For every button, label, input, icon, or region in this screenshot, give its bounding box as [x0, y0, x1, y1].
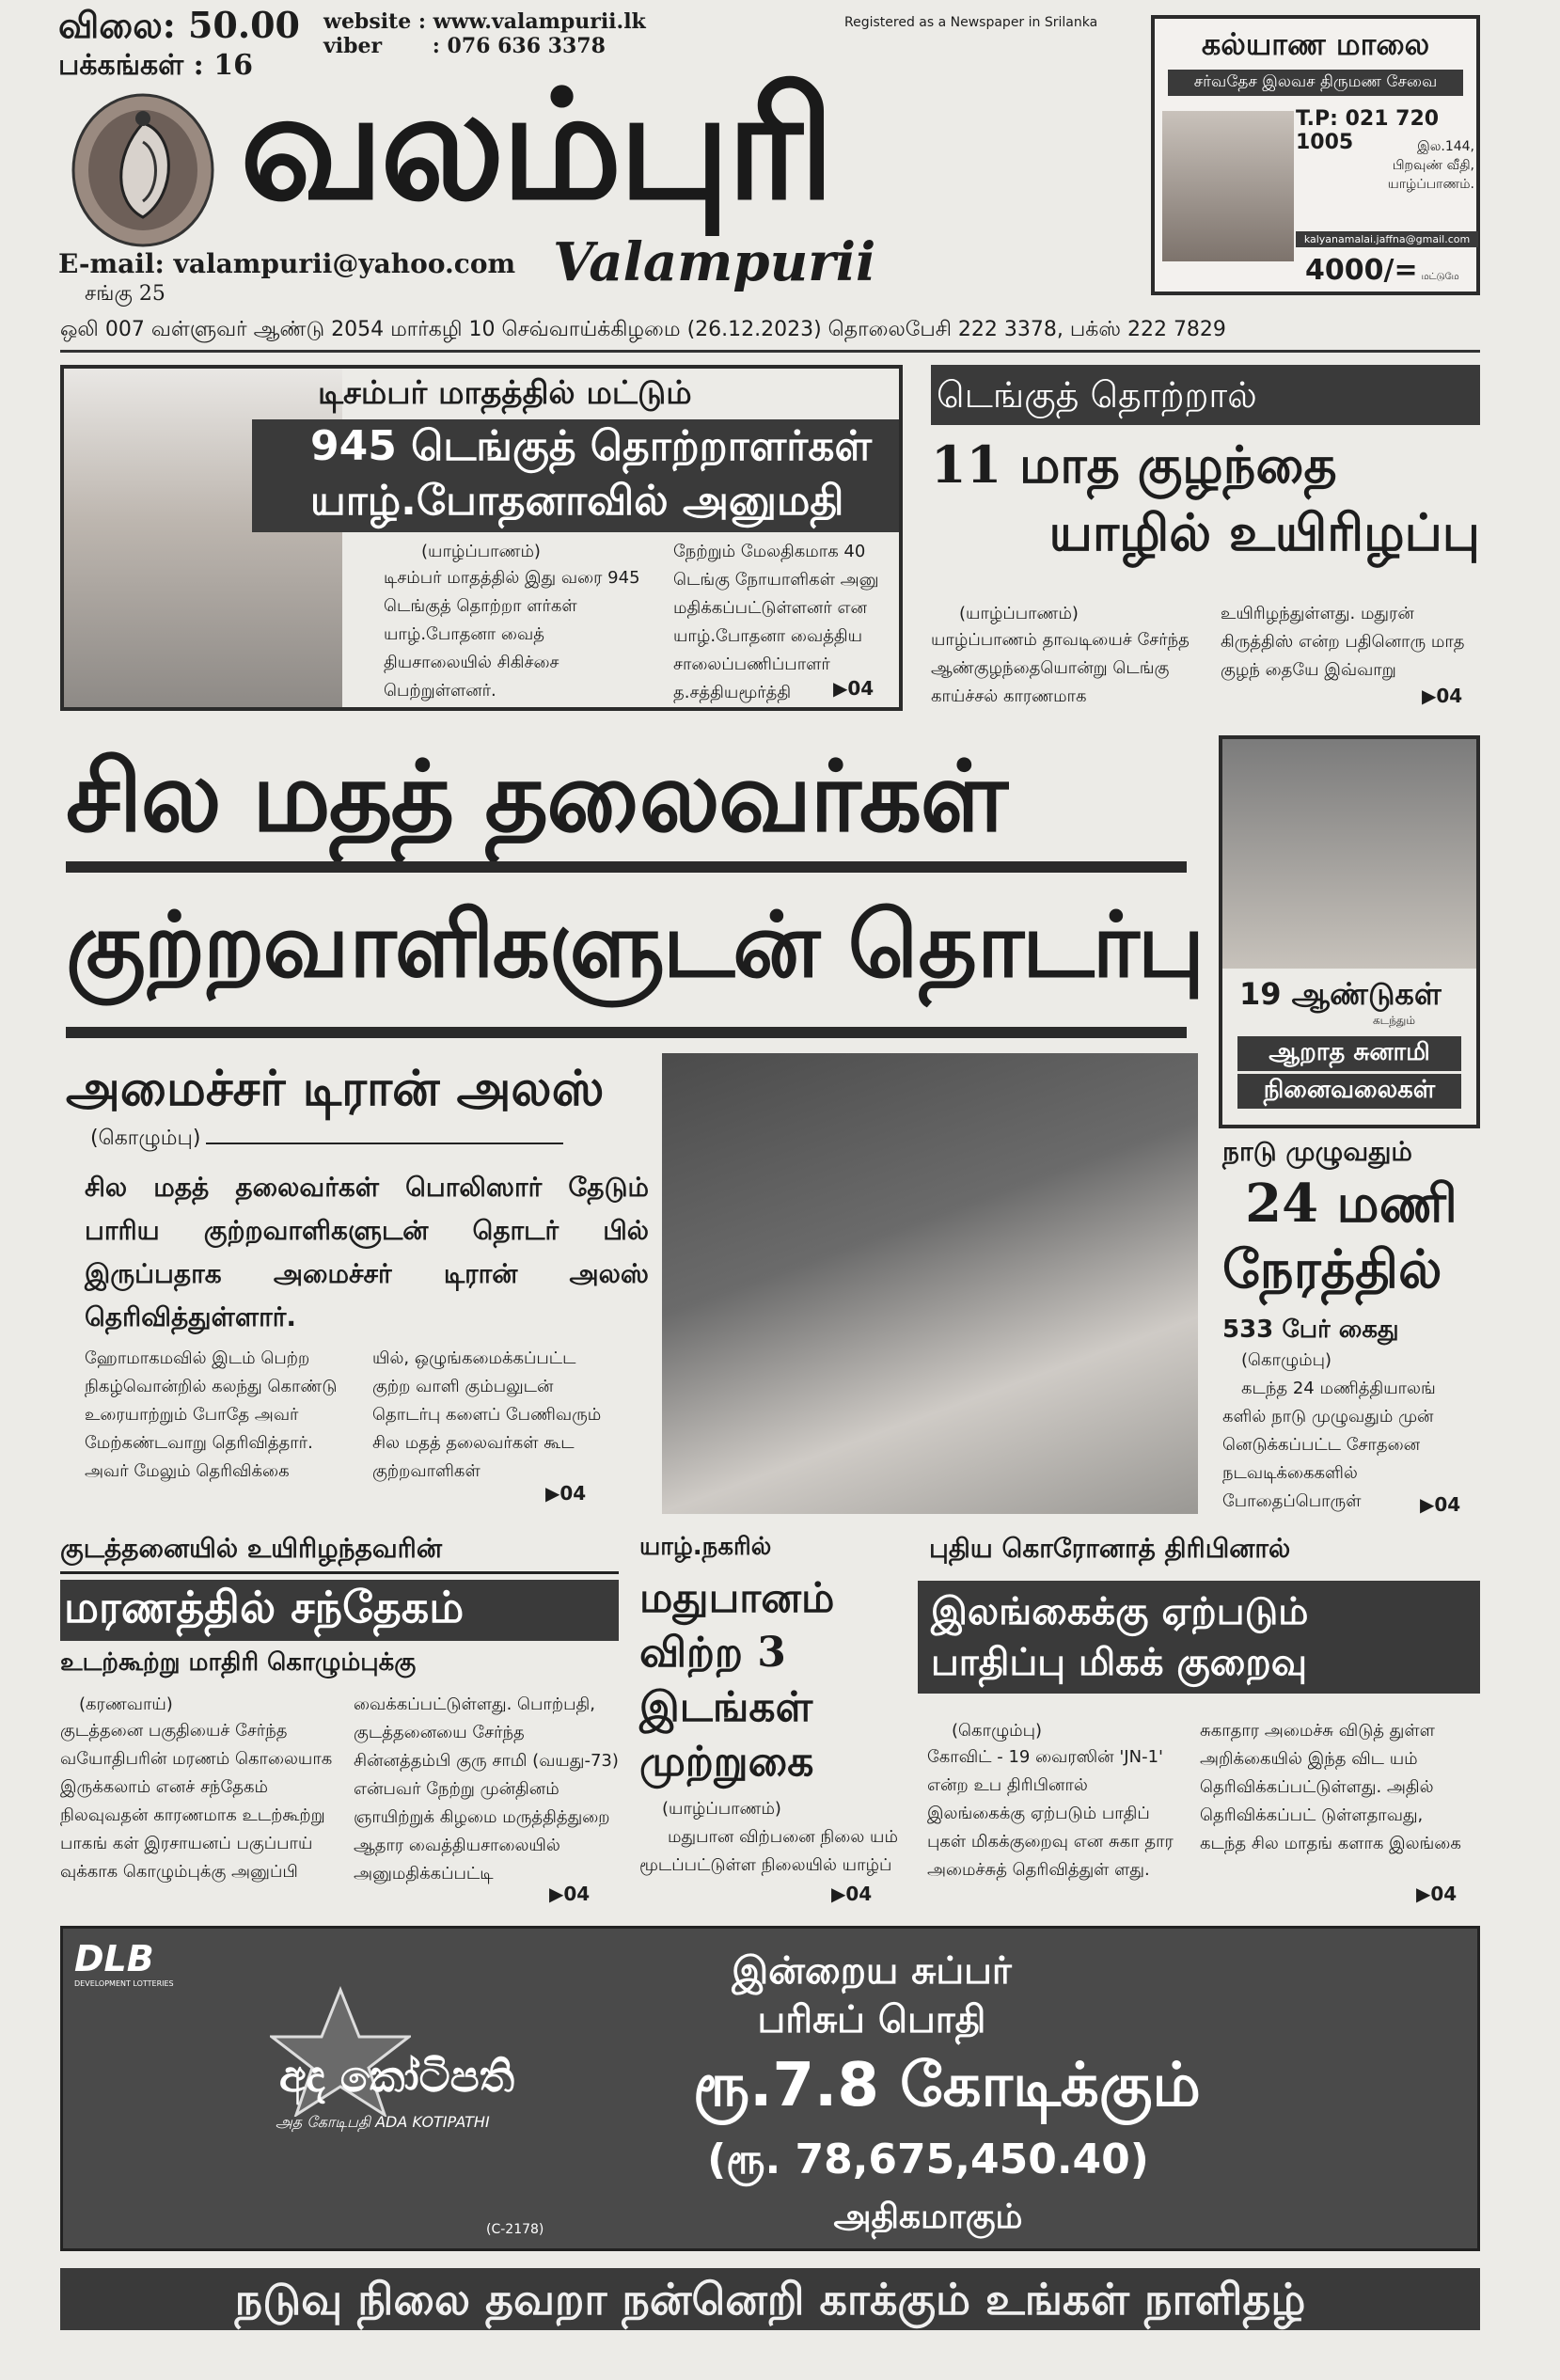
ad-code: (C-2178): [486, 2222, 544, 2237]
story5-headline: [918, 1581, 1480, 1694]
issue-number: சங்கு 25: [85, 282, 165, 306]
page-count: பக்கங்கள் : 16: [58, 49, 253, 82]
ada-kotipathi-logo: අද කෝටිපති: [279, 2051, 515, 2102]
story-arrests: [1222, 1136, 1480, 1521]
ad-marriage-title: கல்யாண மாலை: [1201, 26, 1430, 62]
story1-headline: [252, 419, 899, 532]
website[interactable]: website : www.valampurii.lk: [323, 9, 646, 34]
fee-note: மட்டுமே: [1421, 272, 1459, 282]
story3-headline: மரணத்தில் சந்தேகம்: [60, 1580, 619, 1641]
ad-marriage-address: இல.144, பிறவுண் வீதி, யாழ்ப்பாணம்.: [1387, 139, 1474, 192]
story1-headline-line1: 945 டெங்குத் தொற்றாளர்கள்: [310, 422, 873, 470]
story1-dateline: (யாழ்ப்பாணம்): [421, 542, 541, 561]
story4-continued-page: 04: [845, 1883, 873, 1905]
story3-dateline: (கரணவாய்): [79, 1694, 173, 1714]
story2-column-1: யாழ்ப்பாணம் தாவடியைச் சேர்ந்த ஆண்குழந்தையொன்று டெங்கு காய்ச்சல் காரணமாக: [931, 630, 1190, 706]
tsunami-child-photo: [1222, 739, 1476, 969]
tsunami-passed: கடந்தும்: [1373, 1014, 1415, 1027]
story5-dateline: (கொழும்பு): [952, 1721, 1043, 1741]
story2-headline-line1: 11 மாத குழந்தை: [931, 434, 1337, 495]
lead-column-1: ஹோமாகமவில் இடம் பெற்ற நிகழ்வொன்றில் கலந்து கொண்டு உரையாற்றும் போதே அவர் மேற்கண்டவாறு தெரிவித்தார். அவர் மேலும் தெரிவிக்கை: [85, 1348, 338, 1481]
lead-intro: சில மதத் தலைவர்கள் பொலிஸார் தேடும் பாரிய குற்றவாளிகளுடன் தொடர் பில் இருப்பதாக அமைச்சர் டிரான் அலஸ் தெரிவித்துள்ளார்.: [85, 1172, 649, 1332]
ad-lottery-line3: அதிகமாகும்: [833, 2198, 1023, 2236]
lead-dateline-text: (கொழும்பு): [90, 1127, 201, 1150]
registered-note: Registered as a Newspaper in Srilanka: [844, 15, 1098, 30]
story3-column-1: குடத்தனை பகுதியைச் சேர்ந்த வயோதிபரின் மரணம் கொலையாக இருக்கலாம் எனச் சந்தேகம் நிலவுவதன் காரணமாக உடற்கூற்று பாகங் கள் இரசாயனப் பகுப்பாய் வுக்காக கொழும்புக்கு அனுப்பி: [60, 1721, 333, 1882]
story2-continued[interactable]: ▶04: [1422, 685, 1463, 707]
story-liquor-raids: [639, 1533, 901, 1909]
lead-headline-line2: குற்றவாளிகளுடன் தொடர்பு: [66, 892, 1204, 998]
ad-lottery-amount: ரூ.7.8 கோடிக்கும்: [693, 2051, 1201, 2120]
story4-dateline: (யாழ்ப்பாணம்): [662, 1799, 781, 1819]
price: விலை: 50.00: [58, 4, 300, 46]
ad-marriage[interactable]: [1151, 15, 1480, 295]
tsunami-years: 19 ஆண்டுகள்: [1239, 976, 1442, 1012]
story4-continued[interactable]: ▶04: [831, 1883, 873, 1905]
story3-continued-page: 04: [563, 1883, 591, 1905]
arrests-headline-line2: நேரத்தில்: [1222, 1238, 1442, 1300]
story-covid-variant: [918, 1533, 1480, 1909]
dlb-brand: DLB: [74, 1938, 154, 1979]
fee-amount: 4000/=: [1305, 254, 1418, 287]
story1-headline-line2: யாழ்.போதனாவில் அனுமதி: [310, 477, 844, 525]
story2-column-2: உயிரிழந்துள்ளது. மதுரன் கிருத்திஸ் என்ற பதினொரு மாத குழந் தையே இவ்வாறு: [1221, 604, 1465, 680]
story3-kicker: குடத்தனையில் உயிரிழந்தவரின்: [60, 1533, 619, 1574]
arrests-kicker: நாடு முழுவதும்: [1222, 1136, 1412, 1167]
story5-kicker: புதிய கொரோனாத் திரிபினால்: [929, 1533, 1291, 1564]
masthead-title-latin: Valampurii: [553, 231, 876, 293]
story2-kicker: டெங்குத் தொற்றால்: [931, 365, 1480, 425]
story4-kicker: யாழ்.நகரில்: [639, 1533, 772, 1561]
ad-lottery-line2: பரிசுப் பொதி: [757, 1998, 986, 2041]
conch-logo-icon: [68, 90, 218, 250]
dateline-bar: ஒலி 007 வள்ளுவர் ஆண்டு 2054 மார்கழி 10 செவ்வாய்க்கிழமை (26.12.2023) தொலைபேசி 222 3378, பக்ஸ் 222 7829: [60, 318, 1480, 353]
arrests-sub: 533 பேர் கைது: [1222, 1316, 1399, 1344]
ad-marriage-email: kalyanamalai.jaffna@gmail.com: [1296, 231, 1478, 247]
arrests-continued[interactable]: ▶04: [1420, 1493, 1461, 1516]
story3-column-2: வைக்கப்பட்டுள்ளது. பொற்பதி, குடத்தனையை சேர்ந்த சின்னத்தம்பி குரு சாமி (வயது-73) என்பவர் நேற்று முன்தினம் ஞாயிற்றுக் கிழமை மருத்தித்துறை ஆதார வைத்தியசாலையில் அனுமதிக்கப்பட்டி: [354, 1694, 619, 1884]
story5-continued[interactable]: ▶04: [1416, 1883, 1458, 1905]
lead-dateline: [90, 1125, 563, 1153]
ad-lottery-line1: இன்றைய சுப்பர்: [732, 1949, 1012, 1993]
story5-column-1: கோவிட் - 19 வைரஸின் 'JN-1' என்ற உப திரிபினால் இலங்கைக்கு ஏற்படும் பாதிப் புகள் மிகக்குறைவு என சுகா தார அமைச்சுத் தெரிவித்துள் ளது.: [927, 1747, 1174, 1880]
ad-lottery-amount-exact: (ரூ. 78,675,450.40): [707, 2136, 1149, 2183]
lead-rule-2: [66, 1027, 1187, 1038]
dlb-brand-sub: DEVELOPMENT LOTTERIES: [74, 1979, 174, 1988]
story5-headline-line1: இலங்கைக்கு ஏற்படும்: [931, 1590, 1309, 1633]
lead-continued[interactable]: ▶04: [545, 1482, 587, 1505]
story3-continued[interactable]: ▶04: [549, 1883, 591, 1905]
story2-headline-line2: யாழில் உயிரிழப்பு: [1048, 502, 1480, 562]
tsunami-line1: ஆறாத சுனாமி: [1237, 1036, 1461, 1071]
story-dengue-admissions: [60, 365, 903, 711]
tsunami-feature[interactable]: [1219, 735, 1480, 1128]
footer-slogan: நடுவு நிலை தவறா நன்னெறி காக்கும் உங்கள் நாளிதழ்: [60, 2268, 1480, 2330]
ad-lottery[interactable]: [60, 1926, 1480, 2251]
story-infant-death: [931, 365, 1480, 715]
minister-photo: [662, 1053, 1198, 1514]
story1-column-2: நேற்றும் மேலதிகமாக 40 டெங்கு நோயாளிகள் அனு மதிக்கப்பட்டுள்ளனர் என யாழ்.போதனா வைத்திய சாலைப்பணிப்பாளர் த.சத்தியமூர்த்தி: [673, 542, 879, 702]
ad-marriage-fee: [1305, 254, 1459, 287]
story4-headline: மதுபானம் விற்ற 3 இடங்கள் முற்றுகை: [639, 1574, 835, 1786]
story3-sub: உடற்கூற்று மாதிரி கொழும்புக்கு: [60, 1648, 417, 1677]
arrests-continued-page: 04: [1434, 1493, 1461, 1516]
deity-illustration: [1162, 111, 1294, 261]
viber: viber : 076 636 3378: [323, 34, 606, 58]
story1-column-1: டிசம்பர் மாதத்தில் இது வரை 945 டெங்குத் தொற்றா ளர்கள் யாழ்.போதனா வைத் தியசாலையில் சிகிச்சை பெற்றுள்ளனர்.: [384, 568, 640, 701]
arrests-dateline: (கொழும்பு): [1241, 1350, 1332, 1370]
story5-column-2: சுகாதார அமைச்சு விடுத் துள்ள அறிக்கையில் இந்த விட யம் தெரிவிக்கப்பட்டுள்ளது. அதில் தெரிவிக்கப்பட் டுள்ளதாவது, கடந்த சில மாதங் களாக இலங்கை: [1200, 1721, 1461, 1853]
story-kudathanai-death: [60, 1533, 619, 1909]
tsunami-line2: நினைவலைகள்: [1237, 1074, 1461, 1109]
ad-marriage-phone: T.P: 021 720 1005: [1296, 107, 1440, 154]
story1-continued-page: 04: [847, 677, 875, 700]
email[interactable]: E-mail: valampurii@yahoo.com: [58, 248, 516, 279]
arrests-headline-line1: 24 மணி: [1245, 1173, 1458, 1235]
masthead-title: வலம்புரி: [240, 57, 831, 233]
story1-kicker: டிசம்பர் மாதத்தில் மட்டும்: [318, 374, 692, 412]
lead-column-2: யில், ஒழுங்கமைக்கப்பட்ட குற்ற வாளி கும்பலுடன் தொடர்பு களைப் பேணிவரும் சில மதத் தலைவர்கள் கூட குற்றவாளிகள்: [372, 1348, 602, 1481]
story4-body: மதுபான விற்பனை நிலை யம் மூடப்பட்டுள்ள நிலையில் யாழ்ப்: [639, 1827, 898, 1875]
story5-continued-page: 04: [1430, 1883, 1458, 1905]
arrests-body: கடந்த 24 மணித்தியாலங் களில் நாடு முழுவதும் முன் னெடுக்கப்பட்ட சோதனை நடவடிக்கைகளில் போதைப்பொருள்: [1222, 1379, 1436, 1511]
ad-marriage-subtitle: சர்வதேச இலவச திருமண சேவை: [1168, 70, 1463, 96]
dlb-logo: [74, 1938, 206, 1988]
story5-headline-line2: பாதிப்பு மிகக் குறைவு: [931, 1641, 1308, 1684]
lead-headline-line1: சில மதத் தலைவர்கள்: [66, 739, 1007, 854]
story1-continued[interactable]: ▶04: [833, 677, 875, 700]
story2-continued-page: 04: [1436, 685, 1463, 707]
lead-byline: அமைச்சர் டிரான் அலஸ்: [66, 1061, 605, 1117]
lead-continued-page: 04: [559, 1482, 587, 1505]
lead-rule-1: [66, 861, 1187, 873]
ada-kotipathi-sub: அத கோடிபதி ADA KOTIPATHI: [276, 2113, 490, 2131]
story2-dateline: (யாழ்ப்பாணம்): [959, 604, 1079, 623]
